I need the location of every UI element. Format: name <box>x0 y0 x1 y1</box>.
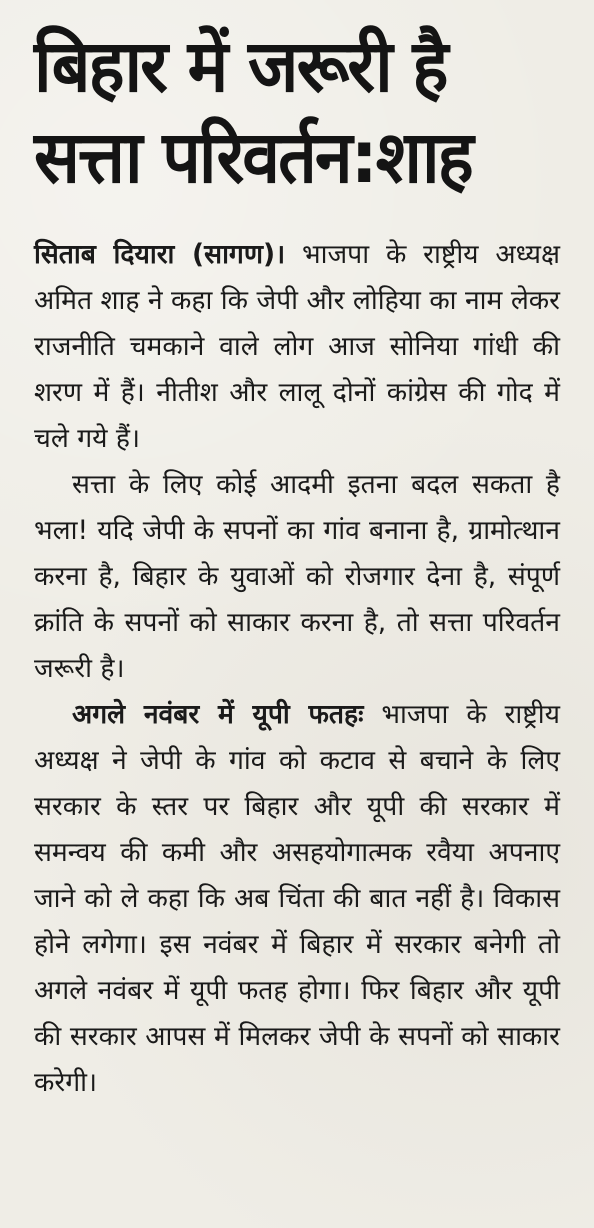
paragraph-3-text: भाजपा के राष्ट्रीय अध्यक्ष ने जेपी के गांव को कटाव से बचाने के लिए सरकार के स्तर पर बिहार और यूपी की सरकार में समन्वय की कमी और असहयोगात्मक रवैया अपनाए जाने को ले कहा कि अब चिंता की बात नहीं है। विकास होने लगेगा। इस नवंबर में बिहार में सरकार बनेगी तो अगले नवंबर में यूपी फतह होगा। फिर बिहार और यूपी की सरकार आपस में मिलकर जेपी के सपनों को साकार करेगी। <box>34 699 560 1098</box>
paragraph-1-text: भाजपा के राष्ट्रीय अध्यक्ष अमित शाह ने कहा कि जेपी और लोहिया का नाम लेकर राजनीति चमकाने वाले लोग आज सोनिया गांधी की शरण में हैं। नीतीश और लालू दोनों कांग्रेस की गोद में चले गये हैं। <box>34 239 560 454</box>
paragraph-2-text: सत्ता के लिए कोई आदमी इतना बदल सकता है भला! यदि जेपी के सपनों का गांव बनाना है, ग्रामोत्थान करना है, बिहार के युवाओं को रोजगार देना है, संपूर्ण क्रांति के सपनों को साकार करना है, तो सत्ता परिवर्तन जरूरी है। <box>34 469 560 684</box>
article-body <box>34 232 560 1106</box>
dateline: सिताब दियारा (सागण)। <box>34 239 286 270</box>
headline <box>34 22 560 204</box>
headline-line-1: बिहार में जरूरी है <box>34 25 447 109</box>
paragraph-2 <box>34 462 560 692</box>
headline-line-2: सत्ता परिवर्तन:शाह <box>34 116 472 201</box>
subheading: अगले नवंबर में यूपी फतहः <box>72 699 364 730</box>
paragraph-3 <box>34 692 560 1106</box>
paragraph-1 <box>34 232 560 462</box>
